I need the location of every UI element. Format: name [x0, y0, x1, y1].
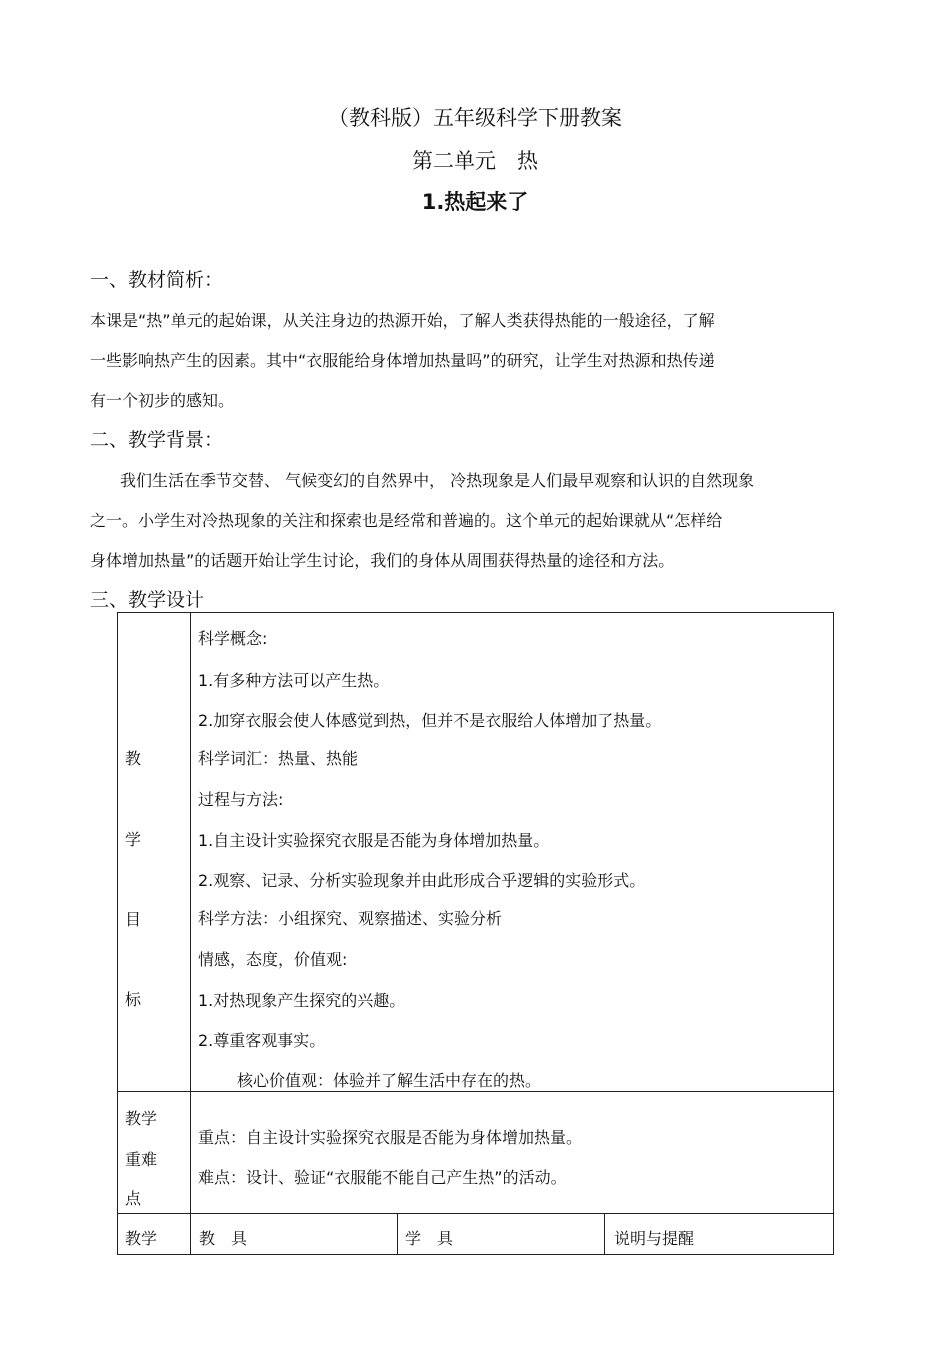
focus-row: [118, 1092, 834, 1214]
goals-label-char: 目: [125, 910, 142, 929]
goal-line: 核心价值观：体验并了解生活中存在的热。: [237, 1071, 542, 1090]
goals-label-char: 标: [125, 990, 142, 1009]
teacher-tools-cell: [191, 1214, 398, 1255]
section-heading-design: 三、教学设计: [90, 589, 205, 611]
paragraph-line: 一些影响热产生的因素。其中“衣服能给身体增加热量吗”的研究，让学生对热源和热传递: [90, 351, 715, 370]
goals-row: [118, 613, 834, 1092]
student-tools-cell: [398, 1214, 605, 1255]
focus-line: 重点：自主设计实验探究衣服是否能为身体增加热量。: [198, 1128, 583, 1147]
goal-line: 2.观察、记录、分析实验现象并由此形成合乎逻辑的实验形式。: [198, 871, 646, 890]
document-title: （教科版）五年级科学下册教案: [328, 106, 622, 130]
paragraph-line: 我们生活在季节交替、 气候变幻的自然界中， 冷热现象是人们最早观察和认识的自然现象: [120, 471, 755, 490]
goal-line: 1.自主设计实验探究衣服是否能为身体增加热量。: [198, 831, 550, 850]
section-heading-background: 二、教学背景：: [90, 429, 224, 451]
goal-line: 1.对热现象产生探究的兴趣。: [198, 991, 406, 1010]
paragraph-line: 本课是“热”单元的起始课，从关注身边的热源开始，了解人类获得热能的一般途径，了解: [90, 311, 715, 330]
focus-label-line: 重难: [125, 1150, 158, 1169]
tools-label: 教学: [125, 1229, 158, 1248]
student-tools-header: 学 具: [405, 1229, 454, 1248]
goal-line: 2.加穿衣服会使人体感觉到热，但并不是衣服给人体增加了热量。: [198, 711, 662, 730]
goals-label-cell: [118, 613, 191, 1092]
goal-line: 情感，态度，价值观:: [198, 950, 348, 969]
paragraph-line: 有一个初步的感知。: [90, 391, 235, 410]
goal-line: 过程与方法:: [198, 790, 284, 809]
focus-line: 难点：设计、验证“衣服能不能自己产生热”的活动。: [198, 1168, 567, 1187]
tools-row: [118, 1214, 834, 1255]
teacher-tools-header: 教 具: [199, 1229, 248, 1248]
focus-label-line: 教学: [125, 1109, 158, 1128]
notes-header: 说明与提醒: [614, 1229, 695, 1248]
focus-label-line: 点: [125, 1189, 142, 1208]
goal-line: 1.有多种方法可以产生热。: [198, 671, 390, 690]
design-table: [117, 612, 834, 1255]
tools-label-cell: [118, 1214, 191, 1255]
goal-line: 2.尊重客观事实。: [198, 1031, 326, 1050]
lesson-title: 1.热起来了: [421, 190, 529, 214]
section-heading-analysis: 一、教材简析：: [90, 269, 224, 291]
paragraph-line: 身体增加热量”的话题开始让学生讨论，我们的身体从周围获得热量的途径和方法。: [90, 551, 675, 570]
goals-label-char: 学: [125, 830, 142, 849]
goal-line: 科学概念:: [198, 629, 268, 648]
paragraph-line: 之一。小学生对冷热现象的关注和探索也是经常和普遍的。这个单元的起始课就从“怎样给: [90, 511, 723, 530]
unit-title: 第二单元 热: [412, 149, 538, 173]
focus-label-cell: [118, 1092, 191, 1214]
goals-label-char: 教: [125, 749, 142, 768]
notes-cell: [605, 1214, 834, 1255]
goal-line: 科学方法：小组探究、观察描述、实验分析: [198, 909, 503, 928]
focus-content-cell: [191, 1092, 834, 1214]
goal-line: 科学词汇：热量、热能: [198, 749, 359, 768]
goals-content-cell: [191, 613, 834, 1092]
